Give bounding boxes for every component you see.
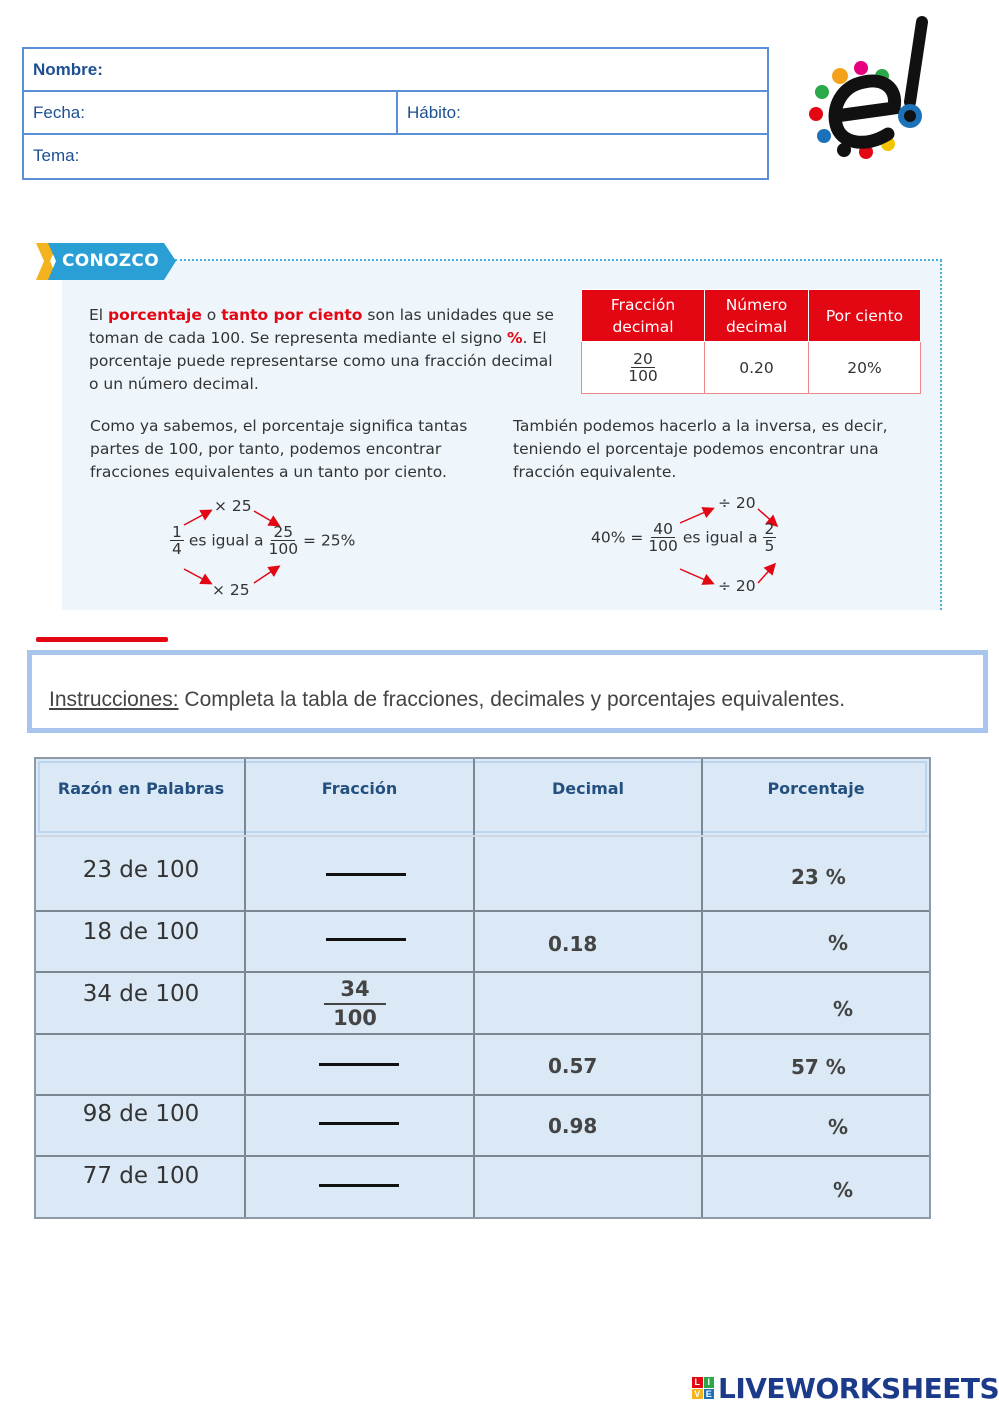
conozco-top-border xyxy=(175,259,942,261)
student-info-form xyxy=(22,47,769,180)
topic-row xyxy=(24,135,767,177)
inverse-explanation: También podemos hacerlo a la inversa, es decir, teniendo el porcentaje podemos encontrar una fracción equivalente. xyxy=(513,417,888,481)
mini-cell-percent: 20% xyxy=(809,342,921,394)
topic-field[interactable] xyxy=(24,135,767,177)
date-label: Fecha: xyxy=(33,102,85,122)
liveworksheets-icon: L I V E xyxy=(692,1377,714,1399)
mini-cell-decimal: 0.20 xyxy=(705,342,809,394)
instructions-label: Instrucciones: xyxy=(49,688,179,711)
row2-percent: % xyxy=(828,931,849,955)
mini-header-percent: Por ciento xyxy=(809,290,921,342)
brand-name: LIVEWORKSHEETS xyxy=(718,1371,999,1405)
row1-fraction-blank[interactable] xyxy=(326,873,406,876)
row2-fraction-blank[interactable] xyxy=(326,938,406,941)
row1-percent: 23 % xyxy=(791,865,846,889)
liveworksheets-brand xyxy=(692,1370,999,1406)
row4-percent: 57 % xyxy=(791,1055,846,1079)
row5-words: 98 de 100 xyxy=(82,1101,200,1127)
instructions-box xyxy=(27,650,988,733)
topic-label: Tema: xyxy=(33,146,80,165)
habit-label: Hábito: xyxy=(407,102,461,122)
row2-words: 18 de 100 xyxy=(82,919,200,945)
multiply-top-operation: × 25 xyxy=(214,497,252,515)
date-field[interactable] xyxy=(24,92,396,133)
fraction-decimal-percent-table xyxy=(581,289,921,394)
equivalence-table xyxy=(34,757,931,1219)
row1-words: 23 de 100 xyxy=(82,857,200,883)
date-habit-row xyxy=(24,92,767,135)
row5-decimal: 0.98 xyxy=(548,1114,598,1138)
header-fraction: Fracción xyxy=(321,779,398,798)
row4-fraction-blank[interactable] xyxy=(319,1063,399,1066)
divide-top-operation: ÷ 20 xyxy=(718,494,756,512)
left-example-equation: $\frac{1}{4}$ es igual a $\frac{25}{100}$ = 25% xyxy=(172,523,356,559)
conozco-tag-label: CONOZCO xyxy=(62,251,159,271)
row2-decimal: 0.18 xyxy=(548,932,598,956)
habit-field[interactable] xyxy=(396,92,767,133)
row3-fraction: 34 100 xyxy=(324,976,386,1032)
divide-bottom-operation: ÷ 20 xyxy=(718,577,756,595)
row5-fraction-blank[interactable] xyxy=(319,1122,399,1125)
mini-header-fraction: Fracción decimal xyxy=(582,290,705,342)
equivalence-explanation: Como ya sabemos, el porcentaje significa tantas partes de 100, por tanto, podemos encontrar fracciones equivalentes a un tanto por ciento. xyxy=(90,417,468,481)
name-row xyxy=(24,49,767,92)
row4-decimal: 0.57 xyxy=(548,1054,598,1078)
multiply-bottom-operation: × 25 xyxy=(212,581,250,599)
header-decimal: Decimal xyxy=(551,779,625,798)
name-label: Nombre: xyxy=(33,59,103,79)
percentage-definition: El porcentaje o tanto por ciento son las unidades que se toman de cada 100. Se representa mediante el signo %. El porcentaje puede representarse como una fracción decimal o un número decimal. xyxy=(89,306,554,393)
mini-cell-fraction: $\frac{20}{100}$ xyxy=(582,342,705,394)
row5-percent: % xyxy=(828,1115,849,1139)
row3-percent: % xyxy=(833,997,854,1021)
name-field[interactable] xyxy=(24,49,767,90)
header-words: Razón en Palabras xyxy=(57,779,225,798)
row6-percent: % xyxy=(833,1178,854,1202)
logo-icon xyxy=(806,16,936,166)
row6-fraction-blank[interactable] xyxy=(319,1184,399,1187)
mini-header-decimal: Número decimal xyxy=(705,290,809,342)
header-percent: Porcentaje xyxy=(767,779,865,798)
row6-words: 77 de 100 xyxy=(82,1163,200,1189)
right-example-equation: 40% = $\frac{40}{100}$ es igual a $\frac{2}{5}$ xyxy=(591,520,775,556)
instructions-text: Instrucciones: Completa la tabla de fracciones, decimales y porcentajes equivalentes. xyxy=(49,688,846,711)
red-divider xyxy=(36,637,168,642)
row3-words: 34 de 100 xyxy=(82,981,200,1007)
